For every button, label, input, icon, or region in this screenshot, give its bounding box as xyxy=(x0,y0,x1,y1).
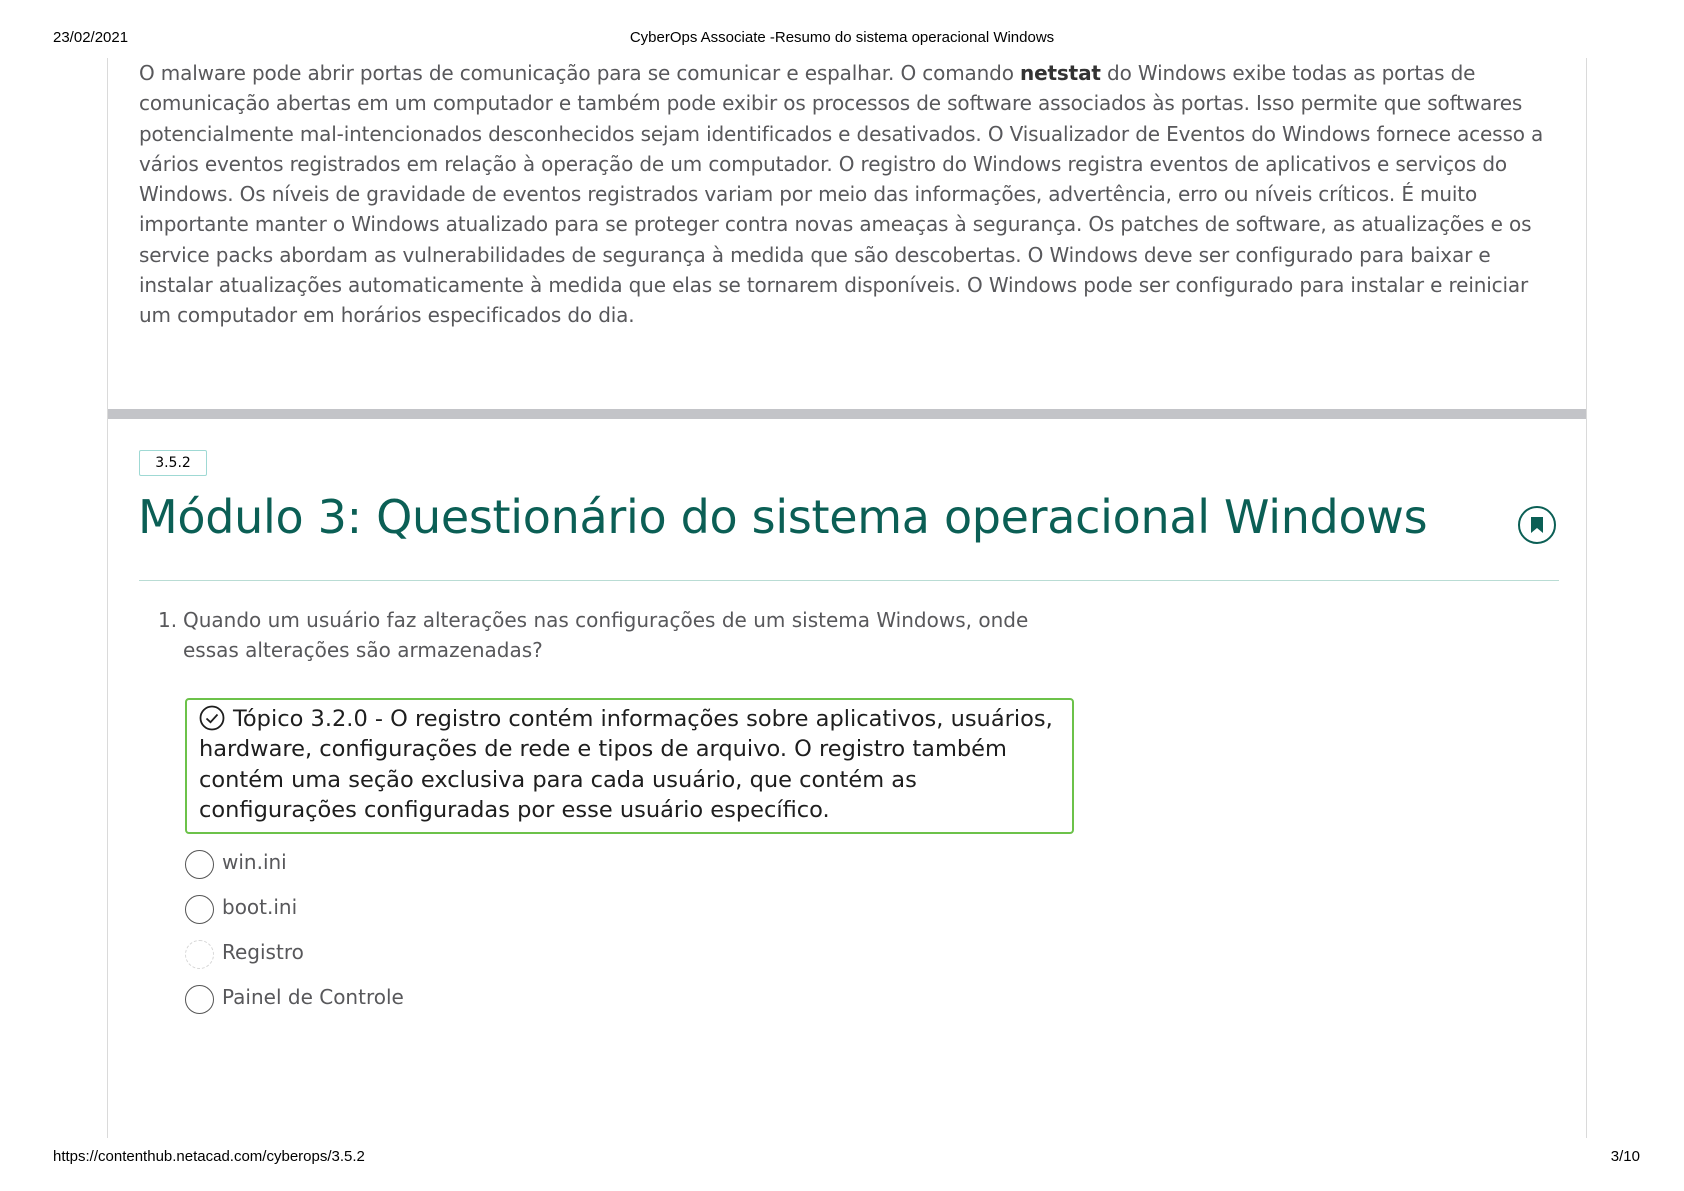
print-date: 23/02/2021 xyxy=(53,29,129,46)
print-header xyxy=(0,29,1684,51)
feedback-box xyxy=(185,698,1074,834)
summary-paragraph xyxy=(139,58,1559,331)
option-label: Painel de Controle xyxy=(222,985,404,1009)
bookmark-icon xyxy=(1530,516,1544,534)
page-number: 3/10 xyxy=(1610,1148,1640,1165)
radio-button[interactable] xyxy=(185,940,214,969)
section-badge: 3.5.2 xyxy=(139,450,207,476)
module-title: Módulo 3: Questionário do sistema operacional Windows xyxy=(138,490,1428,544)
section-divider xyxy=(108,409,1586,419)
print-url: https://contenthub.netacad.com/cyberops/3.5.2 xyxy=(53,1148,365,1165)
option-label: boot.ini xyxy=(222,895,298,919)
content-card xyxy=(107,58,1587,1138)
radio-button[interactable] xyxy=(185,850,214,879)
print-footer xyxy=(0,1148,1684,1170)
feedback-text: Tópico 3.2.0 - O registro contém informações sobre aplicativos, usuários, hardware, configurações de rede e tipos de arquivo. O registro também contém uma seção exclusiva para cada usuário, que contém as configurações configuradas por esse usuário específico. xyxy=(199,706,1053,823)
radio-button[interactable] xyxy=(185,985,214,1014)
title-rule xyxy=(139,580,1559,581)
question-1 xyxy=(158,605,1038,665)
bookmark-button[interactable] xyxy=(1518,506,1556,544)
question-text: Quando um usuário faz alterações nas configurações de um sistema Windows, onde essas alterações são armazenadas? xyxy=(183,608,1029,662)
question-number: 1. xyxy=(158,608,178,632)
check-circle-icon xyxy=(199,705,225,731)
summary-bold-command: netstat xyxy=(1020,61,1101,85)
summary-text-start: O malware pode abrir portas de comunicação para se comunicar e espalhar. O comando xyxy=(139,61,1020,85)
summary-text-end: do Windows exibe todas as portas de comunicação abertas em um computador e também pode exibir os processos de software associados às portas. Isso permite que softwares potencialmente mal-intencionados desconhecidos sejam identificados e desativados. O Visualizador de Eventos do Windows fornece acesso a vários eventos registrados em relação à operação de um computador. O registro do Windows registra eventos de aplicativos e serviços do Windows. Os níveis de gravidade de eventos registrados variam por meio das informações, advertência, erro ou níveis críticos. É muito importante manter o Windows atualizado para se proteger contra novas ameaças à segurança. Os patches de software, as atualizações e os service packs abordam as vulnerabilidades de segurança à medida que são descobertas. O Windows deve ser configurado para baixar e instalar atualizações automaticamente à medida que elas se tornarem disponíveis. O Windows pode ser configurado para instalar e reiniciar um computador em horários especificados do dia. xyxy=(139,61,1544,328)
print-title: CyberOps Associate -Resumo do sistema operacional Windows xyxy=(629,29,1055,46)
radio-button[interactable] xyxy=(185,895,214,924)
option-label: win.ini xyxy=(222,850,287,874)
option-label: Registro xyxy=(222,940,304,964)
